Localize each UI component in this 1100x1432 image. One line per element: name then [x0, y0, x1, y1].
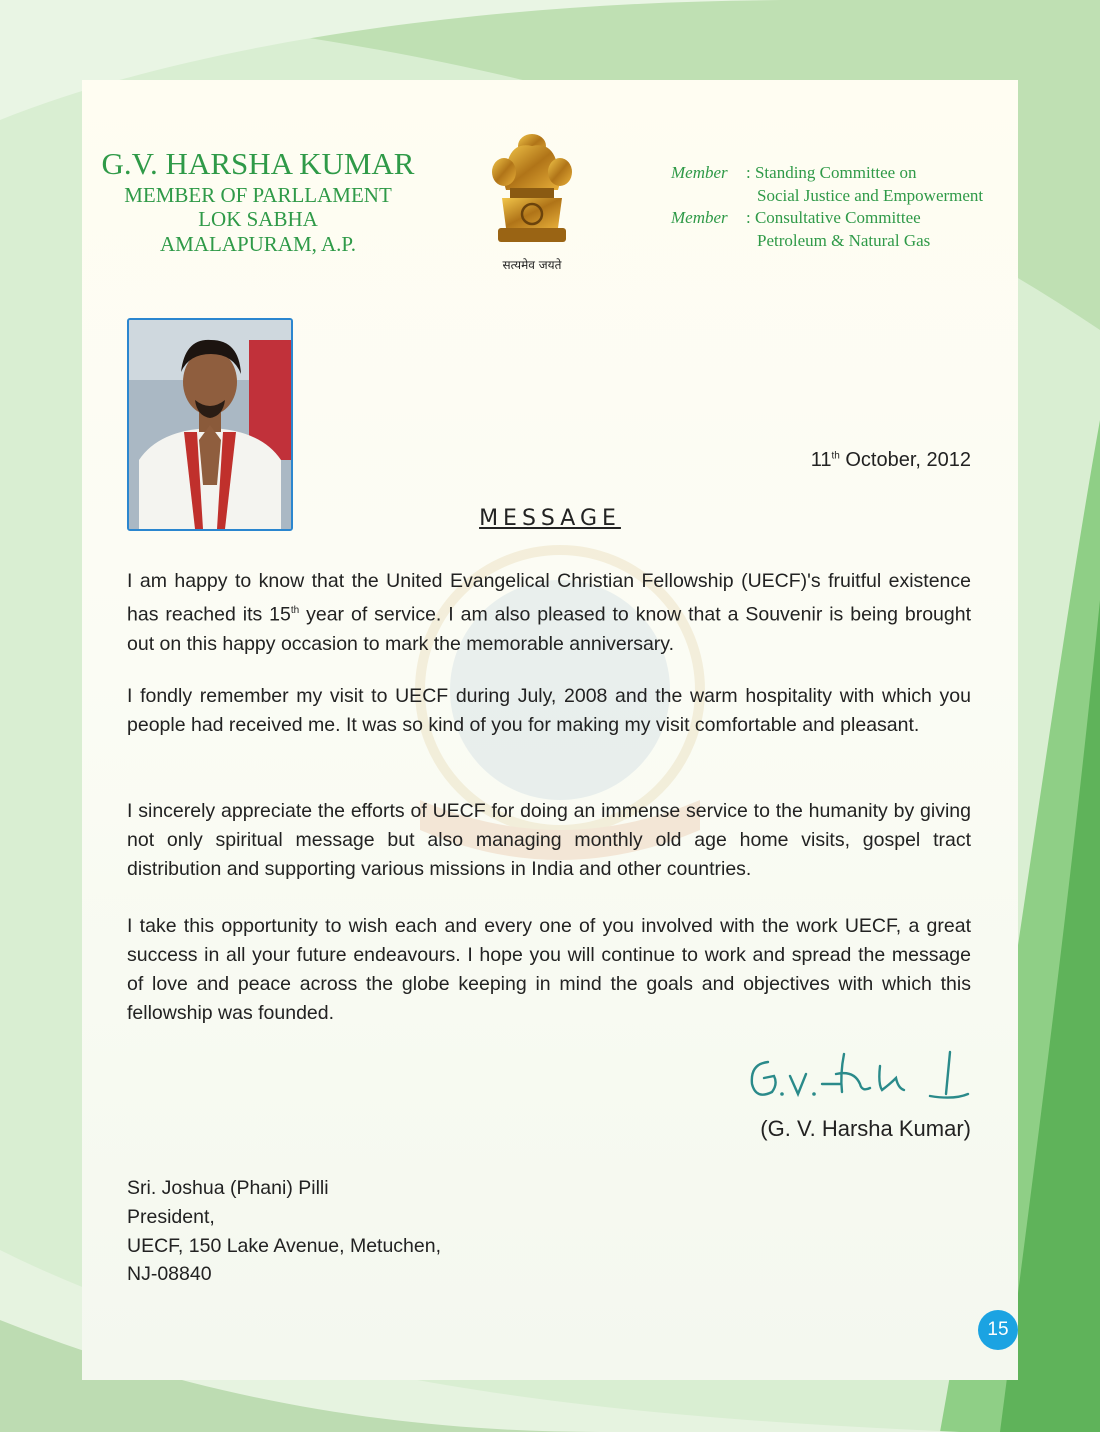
recipient-address: UECF, 150 Lake Avenue, Metuchen,	[127, 1235, 442, 1257]
membership-committee-1-detail: Social Justice and Empowerment	[757, 186, 984, 205]
paragraph-2: I fondly remember my visit to UECF during July, 2008 and the warm hospitality with which you people had received me. It was so kind of you for making my visit comfortable and pleasant.	[127, 685, 971, 736]
membership-committee-1: : Standing Committee on	[746, 163, 917, 182]
paragraph-1-sup: th	[290, 605, 300, 616]
paragraph-3: I sincerely appreciate the efforts of UECF for doing an immense service to the humanity by giving not only spiritual message but also managing monthly old age home visits, gospel tract distribution and supporting various missions in India and other countries.	[127, 800, 971, 880]
signatory-name: (G. V. Harsha Kumar)	[760, 1116, 971, 1141]
mp-name: G.V. HARSHA KUMAR	[101, 146, 415, 181]
emblem-motto: सत्यमेव जयते	[502, 258, 562, 272]
membership-label-2: Member	[671, 208, 728, 227]
portrait-photo	[127, 318, 293, 531]
paragraph-1	[127, 567, 971, 659]
handwritten-signature	[744, 1044, 974, 1106]
paragraph-4: I take this opportunity to wish each and every one of you involved with the work UECF, a great success in all your future endeavours. I hope you will continue to work and spread the message of love and peace across the globe keeping in mind the goals and objectives with which this fellowship was founded.	[127, 915, 971, 1024]
recipient-zip: NJ-08840	[127, 1263, 212, 1285]
page-number-badge: 15	[978, 1310, 1018, 1350]
mp-house: LOK SABHA	[198, 207, 318, 231]
recipient-title: President,	[127, 1206, 215, 1228]
paragraph-1-text-cont: year of service. I am also pleased to know that a Souvenir is being brought out on this happy occasion to mark the memorable anniversary.	[127, 603, 971, 655]
letter-date	[700, 449, 971, 472]
national-emblem-icon	[484, 132, 580, 248]
membership-committee-2: : Consultative Committee	[746, 208, 921, 227]
date-day: 11	[810, 449, 832, 471]
mp-constituency: AMALAPURAM, A.P.	[159, 232, 357, 256]
date-month-year: October, 2012	[839, 449, 971, 471]
membership-committee-2-detail: Petroleum & Natural Gas	[757, 231, 931, 250]
membership-label-1: Member	[671, 163, 728, 182]
recipient-name: Sri. Joshua (Phani) Pilli	[127, 1177, 329, 1199]
date-suffix: th	[831, 450, 840, 462]
message-title: MESSAGE	[479, 506, 621, 531]
mp-designation: MEMBER OF PARLLAMENT	[124, 183, 392, 207]
paragraph-1-text: I am happy to know that the United Evangelical Christian Fellowship (UECF)'s fruitful existence has reached its 15	[127, 570, 971, 626]
